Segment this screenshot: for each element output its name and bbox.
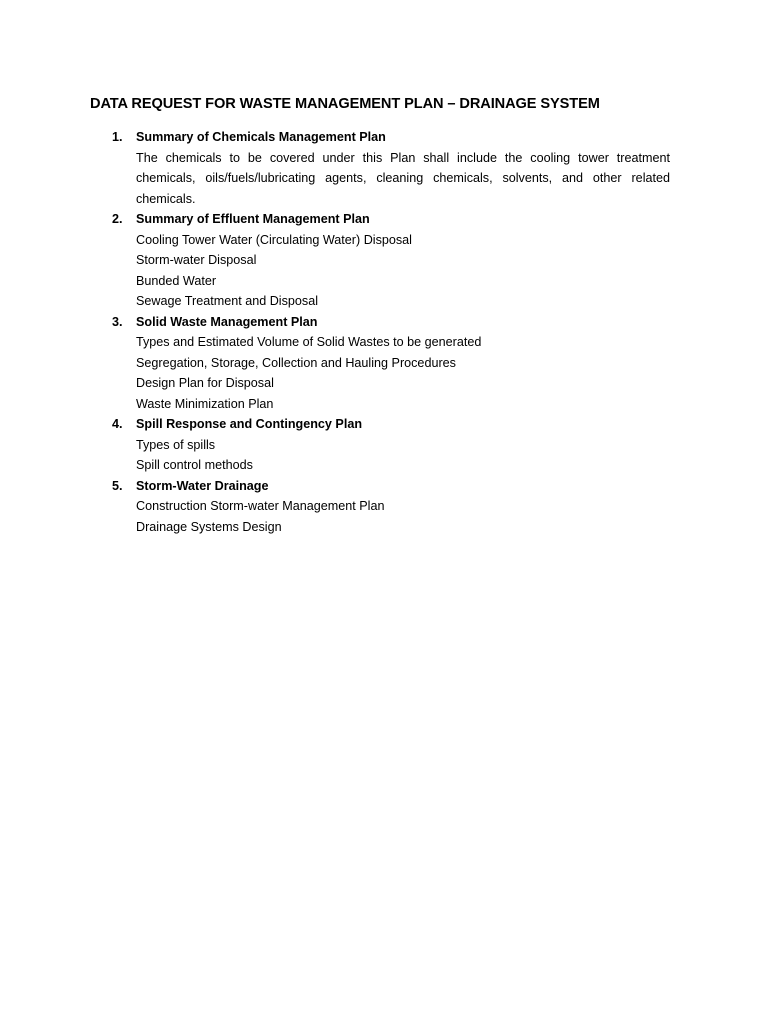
section-paragraph: The chemicals to be covered under this Plan shall include the cooling tower treatment chemicals, oils/fuels/lubricating agents, cleaning chemicals, solvents, and other related chemicals.: [136, 150, 670, 206]
list-item: [0, 414, 768, 476]
list-item: [0, 209, 768, 312]
section-item: Waste Minimization Plan: [136, 396, 274, 411]
section-number: 2.: [112, 212, 123, 226]
list-item: [0, 127, 768, 209]
section-heading: Storm-Water Drainage: [136, 478, 269, 493]
section-items: [0, 496, 768, 537]
section-items: [0, 332, 768, 414]
section-list: [0, 127, 768, 537]
section-item: Bunded Water: [136, 273, 217, 288]
section-items: [0, 230, 768, 312]
section-number: 4.: [112, 417, 123, 431]
section-number: 1.: [112, 130, 123, 144]
section-heading: Summary of Chemicals Management Plan: [136, 130, 386, 144]
list-item: [0, 476, 768, 538]
section-items: [0, 435, 768, 476]
section-item: Sewage Treatment and Disposal: [136, 294, 319, 308]
section-item: Design Plan for Disposal: [136, 376, 274, 390]
section-heading: Solid Waste Management Plan: [136, 314, 318, 329]
section-item: Drainage Systems Design: [136, 519, 282, 534]
section-item: Segregation, Storage, Collection and Hauling Procedures: [136, 355, 456, 370]
section-item: Types and Estimated Volume of Solid Wastes to be generated: [136, 335, 482, 349]
section-item: Cooling Tower Water (Circulating Water) Disposal: [136, 232, 412, 247]
section-item: Construction Storm-water Management Plan: [136, 499, 385, 513]
section-item: Types of spills: [136, 437, 216, 452]
section-heading: Summary of Effluent Management Plan: [136, 212, 370, 226]
section-number: 3.: [112, 314, 123, 329]
section-item: Storm-water Disposal: [136, 253, 257, 267]
list-item: [0, 312, 768, 415]
section-item: Spill control methods: [136, 458, 253, 472]
section-heading: Spill Response and Contingency Plan: [136, 417, 363, 431]
section-number: 5.: [112, 478, 123, 493]
document-title: DATA REQUEST FOR WASTE MANAGEMENT PLAN – DRAINAGE SYSTEM: [90, 96, 600, 112]
